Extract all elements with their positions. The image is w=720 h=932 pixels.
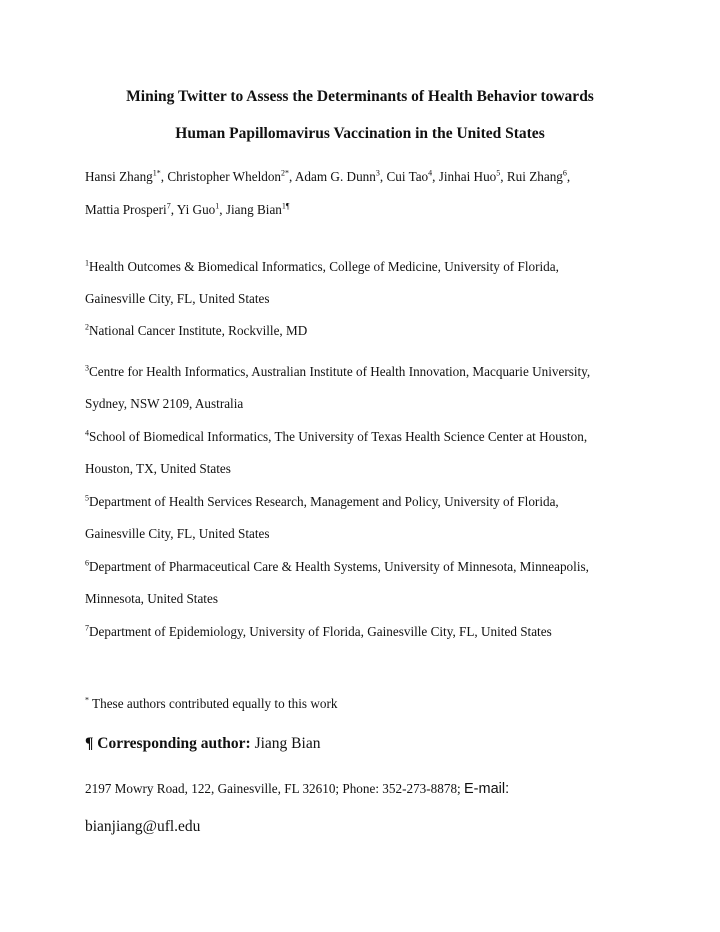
corresponding-author xyxy=(85,735,320,753)
affiliation-6 xyxy=(85,559,589,575)
author-line-2 xyxy=(85,202,290,218)
email-label: E-mail: xyxy=(464,781,510,797)
affiliation-7 xyxy=(85,624,552,640)
affiliation-4 xyxy=(85,429,587,445)
author-separator: , xyxy=(160,169,168,184)
author-name: Mattia Prosperi xyxy=(85,202,167,217)
corresponding-label: Corresponding author: xyxy=(97,735,251,752)
affiliation-4-cont: Houston, TX, United States xyxy=(85,461,231,476)
author-affil-sup: 1¶ xyxy=(281,201,290,211)
author-name: Jiang Bian xyxy=(225,202,282,217)
affiliation-3 xyxy=(85,364,590,380)
author-name: Yi Guo xyxy=(176,202,216,217)
equal-contribution-note xyxy=(85,696,337,712)
corresponding-address xyxy=(85,781,509,797)
equal-contribution-mark: * xyxy=(85,695,89,705)
author-line-1 xyxy=(85,169,570,185)
author-separator: , xyxy=(566,169,571,184)
author-affil-sup: 4 xyxy=(428,168,433,178)
affiliation-6-cont: Minnesota, United States xyxy=(85,591,218,606)
author-affil-sup: 1* xyxy=(152,168,161,178)
equal-contribution-text: These authors contributed equally to this work xyxy=(89,696,338,711)
affiliation-text: School of Biomedical Informatics, The University of Texas Health Science Center at Houston, xyxy=(89,429,588,444)
author-name: Hansi Zhang xyxy=(85,169,153,184)
author-separator: , xyxy=(170,202,177,217)
corresponding-name: Jiang Bian xyxy=(250,735,321,752)
author-affil-sup: 6 xyxy=(562,168,567,178)
affiliation-3-cont: Sydney, NSW 2109, Australia xyxy=(85,396,244,411)
author-affil-sup: 3 xyxy=(375,168,380,178)
affiliation-text: Department of Pharmaceutical Care & Health Systems, University of Minnesota, Minneapolis, xyxy=(89,559,589,574)
affiliation-number: 3 xyxy=(85,363,89,373)
affiliation-5 xyxy=(85,494,559,510)
author-affil-sup: 5 xyxy=(496,168,501,178)
author-separator: , xyxy=(500,169,507,184)
affiliation-1-cont: Gainesville City, FL, United States xyxy=(85,291,270,306)
author-name: Jinhai Huo xyxy=(438,169,497,184)
author-separator: , xyxy=(219,202,226,217)
author-separator: , xyxy=(379,169,387,184)
affiliation-text: National Cancer Institute, Rockville, MD xyxy=(89,323,308,338)
affiliation-text: Department of Epidemiology, University of Florida, Gainesville City, FL, United States xyxy=(89,624,552,639)
affiliation-number: 1 xyxy=(85,258,89,268)
author-name: Christopher Wheldon xyxy=(167,169,282,184)
author-affil-sup: 7 xyxy=(166,201,171,211)
author-name: Adam G. Dunn xyxy=(294,169,376,184)
corresponding-mark: ¶ xyxy=(85,735,94,752)
affiliation-number: 7 xyxy=(85,623,89,633)
author-separator: , xyxy=(289,169,295,184)
affiliation-number: 6 xyxy=(85,558,89,568)
affiliation-number: 5 xyxy=(85,493,89,503)
affiliation-2 xyxy=(85,323,307,339)
affiliation-1 xyxy=(85,259,559,275)
paper-title-line-2: Human Papillomavirus Vaccination in the United States xyxy=(175,125,545,142)
author-name: Cui Tao xyxy=(386,169,429,184)
author-separator: , xyxy=(432,169,439,184)
email-address[interactable]: bianjiang@ufl.edu xyxy=(85,818,201,835)
author-affil-sup: 2* xyxy=(281,168,290,178)
affiliation-number: 2 xyxy=(85,322,89,332)
affiliation-5-cont: Gainesville City, FL, United States xyxy=(85,526,270,541)
author-name: Rui Zhang xyxy=(506,169,563,184)
affiliation-text: Health Outcomes & Biomedical Informatics, College of Medicine, University of Florida, xyxy=(89,259,559,274)
address-text: 2197 Mowry Road, 122, Gainesville, FL 32610; Phone: 352-273-8878; xyxy=(85,781,464,796)
author-affil-sup: 1 xyxy=(215,201,220,211)
affiliation-text: Centre for Health Informatics, Australian Institute of Health Innovation, Macquarie University, xyxy=(89,364,591,379)
paper-title-line-1: Mining Twitter to Assess the Determinants of Health Behavior towards xyxy=(126,88,594,105)
affiliation-text: Department of Health Services Research, Management and Policy, University of Florida, xyxy=(89,494,559,509)
affiliation-number: 4 xyxy=(85,428,89,438)
